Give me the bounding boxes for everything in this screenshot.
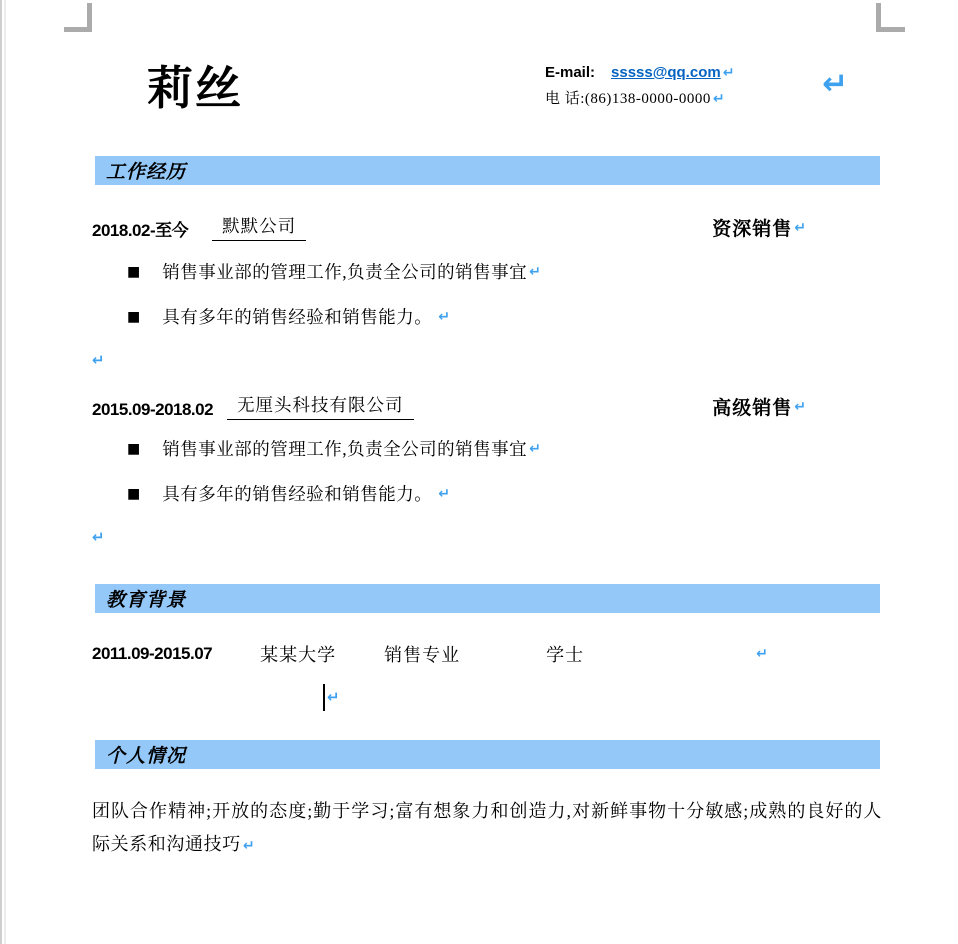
work-entry-header	[92, 392, 880, 420]
section-header-work	[95, 156, 880, 185]
paragraph-mark-icon: ↵	[529, 263, 541, 280]
education-degree: 学士	[546, 645, 585, 665]
section-title-education: 教育背景	[106, 590, 187, 611]
work-bullet-text: 销售事业部的管理工作,负责全公司的销售事宜	[162, 439, 528, 459]
work-bullet-row	[92, 304, 880, 329]
work-period: 2015.09-2018.02	[92, 400, 214, 419]
paragraph-mark-icon: ↵	[242, 838, 256, 854]
bullet-square-icon: ■	[127, 485, 141, 502]
personal-text: 团队合作精神;开放的态度;勤于学习;富有想象力和创造力,对新鲜事物十分敏感;成熟的良好的人际关系和沟通技巧	[92, 801, 882, 854]
paragraph-mark-icon: ↵	[794, 219, 806, 236]
work-position: 高级销售	[712, 398, 793, 419]
work-position-wrap	[712, 214, 806, 241]
education-major: 销售专业	[384, 645, 461, 665]
work-bullet-text: 具有多年的销售经验和销售能力。	[162, 484, 433, 504]
contact-block	[545, 60, 845, 112]
paragraph-mark-icon: ↵	[712, 91, 725, 107]
paragraph-mark-icon: ↵	[529, 440, 541, 457]
work-position: 资深销售	[712, 219, 793, 240]
page-edge-line	[4, 0, 6, 944]
bullet-square-icon: ■	[127, 308, 141, 325]
phone-row	[545, 86, 845, 112]
paragraph-mark-icon: ↵	[756, 646, 768, 662]
margin-crop-mark-top-left	[64, 27, 92, 32]
text-cursor-caret	[323, 684, 325, 711]
work-bullet-row	[92, 481, 880, 506]
work-bullet-row	[92, 259, 880, 284]
paragraph-mark-icon: ↵	[92, 351, 105, 369]
section-title-work: 工作经历	[106, 162, 187, 183]
section-title-personal: 个人情况	[106, 746, 187, 767]
bullet-square-icon: ■	[127, 440, 141, 457]
paragraph-mark-icon: ↵	[438, 308, 450, 325]
education-school: 某某大学	[260, 645, 337, 665]
section-header-personal	[95, 740, 880, 769]
work-company: 默默公司	[212, 213, 306, 241]
work-bullet-row	[92, 436, 880, 461]
empty-paragraph	[92, 352, 105, 370]
paragraph-mark-icon: ↵	[794, 398, 806, 415]
email-label: E-mail:	[545, 64, 596, 81]
margin-crop-mark-top-right	[876, 27, 905, 32]
caret-line	[323, 684, 340, 711]
education-period: 2011.09-2015.07	[92, 644, 213, 663]
work-bullet-text: 销售事业部的管理工作,负责全公司的销售事宜	[162, 262, 528, 282]
work-position-wrap	[712, 393, 806, 420]
personal-paragraph	[92, 795, 882, 861]
work-entry-header	[92, 213, 880, 241]
work-period: 2018.02-至今	[92, 221, 189, 240]
education-row	[92, 641, 880, 667]
empty-paragraph	[92, 529, 105, 547]
paragraph-mark-icon: ↵	[92, 528, 105, 546]
paragraph-mark-icon: ↵	[438, 485, 450, 502]
bullet-square-icon: ■	[127, 263, 141, 280]
email-link[interactable]: sssss@qq.com	[611, 64, 721, 81]
paragraph-mark-icon: ↵	[327, 688, 340, 706]
section-header-education	[95, 584, 880, 613]
phone-text: 电 话:(86)138-0000-0000	[545, 91, 711, 107]
work-bullet-text: 具有多年的销售经验和销售能力。	[162, 307, 433, 327]
paragraph-mark-icon-large: ↵	[822, 66, 848, 102]
email-row	[545, 60, 845, 86]
work-company: 无厘头科技有限公司	[227, 392, 414, 420]
paragraph-mark-icon: ↵	[722, 65, 735, 81]
resume-name: 莉丝	[147, 62, 243, 114]
